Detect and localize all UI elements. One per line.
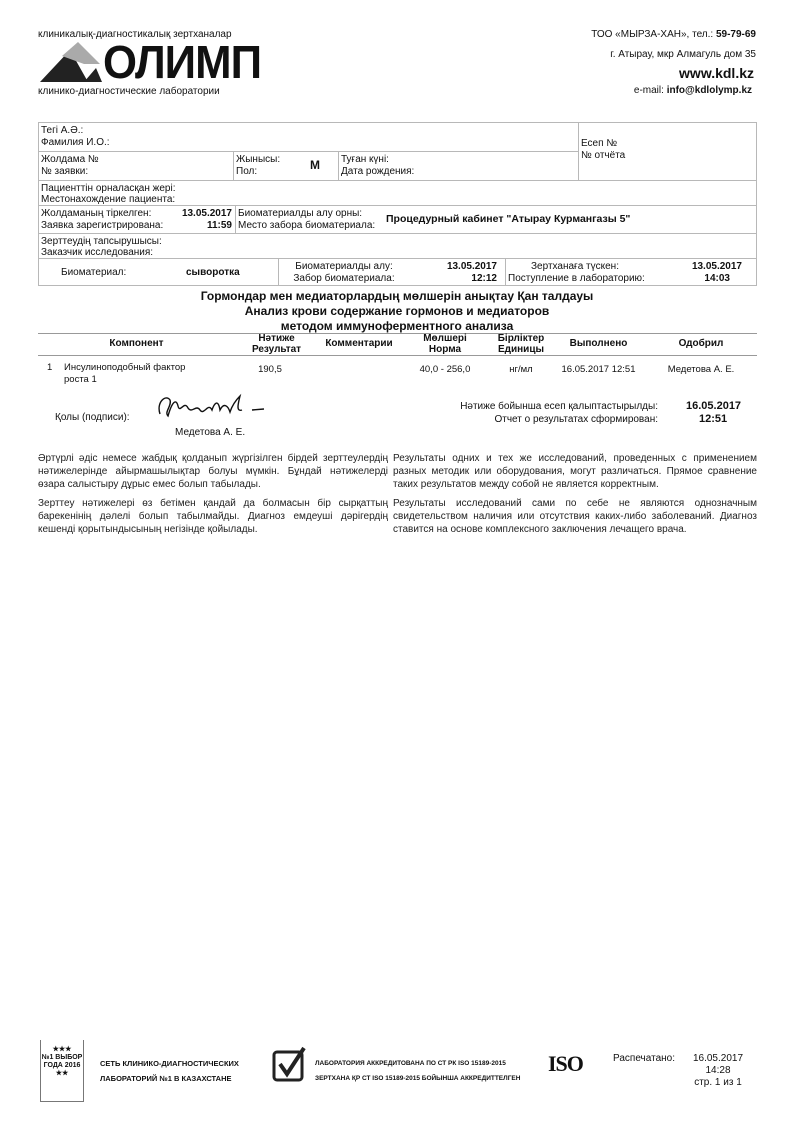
approved-by: Медетова А. Е. — [667, 364, 735, 375]
report-number-cell: Есеп № № отчёта — [578, 122, 757, 181]
registered-date: 13.05.2017 — [181, 208, 232, 219]
printed-date: 16.05.2017 — [692, 1053, 744, 1064]
signature-label: Қолы (подписи): — [55, 412, 130, 423]
report-formed-labels: Нәтиже бойынша есеп қалыптастырылды: Отчет о результатах сформирован: — [460, 401, 658, 425]
row-number: 1 — [47, 362, 53, 373]
collection-place: Процедурный кабинет "Атырау Курмангазы 5" — [386, 213, 631, 225]
email-label: e-mail: — [633, 85, 664, 96]
surname-cell: Тегі А.Ә.: Фамилия И.О.: — [38, 122, 579, 152]
column-header-done: Выполнено — [569, 338, 628, 350]
report-formed-date: 16.05.2017 12:51 — [686, 400, 742, 425]
column-header-units: Бірліктер Единицы — [497, 333, 545, 355]
column-header-comments: Комментарии — [325, 338, 393, 350]
page-number: стр. 1 из 1 — [694, 1077, 742, 1088]
email-link[interactable]: info@kdlolymp.kz — [666, 85, 752, 96]
referral-cell: Жолдама № № заявки: — [38, 151, 234, 181]
address: г. Атырау, мкр Алмагуль дом 35 — [610, 49, 756, 60]
column-header-approved: Одобрил — [678, 338, 724, 350]
logo-bottom-text: клинико-диагностические лаборатории — [38, 86, 220, 97]
sex-value: М — [310, 158, 320, 172]
logo-name: ОЛИМП — [103, 36, 262, 88]
title-kz: Гормондар мен медиаторлардың мөлшерін анықтау Қан талдауы — [200, 289, 594, 303]
phone: 59-79-69 — [715, 29, 756, 40]
website-link[interactable]: www.kdl.kz — [679, 65, 754, 81]
iso-logo: ISO — [548, 1051, 583, 1076]
customer-cell: Зерттеудің тапсырушысы: Заказчик исследования: — [38, 233, 757, 259]
printed-time: 14:28 — [705, 1065, 731, 1076]
collection-time: 12:12 — [471, 273, 497, 284]
norm-range: 40,0 - 256,0 — [419, 364, 471, 375]
signer-name: Медетова А. Е. — [175, 427, 246, 438]
component: Инсулиноподобный фактор роста 1 — [64, 362, 186, 385]
award-badge-text: ★★★ №1 ВЫБОР ГОДА 2016 ★★ — [41, 1046, 83, 1077]
title-method: методом иммуноферментного анализа — [280, 319, 514, 333]
logo-top-text: клиникалық-диагностикалық зертханалар — [38, 29, 232, 40]
logo-mountain-icon — [40, 42, 102, 84]
received-date: 13.05.2017 — [691, 261, 742, 272]
company-phone — [591, 29, 756, 40]
result-value: 190,5 — [258, 364, 282, 375]
location-cell: Пациенттін орналасқан жері: Местонахождение пациента: — [38, 180, 757, 206]
birthdate-cell: Туған күні: Дата рождения: — [338, 151, 579, 181]
registered-cell: Жолдаманың тіркелген: Заявка зарегистрирована: 13.05.2017 11:59 — [38, 205, 236, 234]
accreditation-text: ЛАБОРАТОРИЯ АККРЕДИТОВАНА ПО СТ РК ISO 15189-2015 ЗЕРТХАНА ҚР СТ ISO 15189-2015 БОЙЫНША АККРЕДИТТЕЛГЕН — [315, 1060, 521, 1082]
column-header-result: Нәтиже Результат — [251, 333, 302, 355]
printed-info — [688, 1053, 748, 1089]
disclaimer-kz: Әртүрлі әдіс немесе жабдық қолданып жүргізілген бірдей зерттеулердің нәтижелерінде айырмашылықтар болуы мүмкін. Бұндай нәтижелерді өзара салыстыру дұрыс емес болып табылады. Зерттеу нәтижелері өз бетімен қандай да болмасын бір сырқаттың барекенінің дәлелі болып табылмайды. Диагноз емдеуші дәрігердің кешенді қорытындысының негізінде қойылады. — [38, 453, 388, 535]
company-name: ТОО «МЫРЗА-ХАН», тел.: — [591, 29, 714, 40]
biomaterial-cell: Биоматериал: сыворотка — [38, 258, 279, 286]
units: нг/мл — [509, 364, 533, 375]
analysis-title — [0, 289, 794, 334]
received-cell: Зертханаға түскен: Поступление в лабораторию: 13.05.2017 14:03 — [505, 258, 757, 286]
biomaterial-value: сыворотка — [186, 267, 240, 278]
sex-cell: Жынысы: Пол: М — [233, 151, 339, 181]
checkmark-icon — [272, 1046, 306, 1082]
disclaimer-ru: Результаты одних и тех же исследований, проведенных с применением разных методик или оборудования, могут различаться. Прямое сравнение таких результатов между собой не является корректным. Результаты исследований сами по себе не являются однозначным свидетельством наличия или отсутствия каких-либо заболеваний. Диагноз ставится на основе комплексного заключения лечащего врача. — [393, 453, 757, 535]
title-ru: Анализ крови содержание гормонов и медиаторов — [244, 304, 550, 318]
collection-date: 13.05.2017 — [446, 261, 497, 272]
done-datetime: 16.05.2017 12:51 — [561, 364, 636, 375]
award-badge-icon — [40, 1040, 84, 1102]
collection-cell: Биоматериалды алу: Забор биоматериала: 13.05.2017 12:12 — [278, 258, 506, 286]
collection-place-cell: Биоматериалды алу орны: Место забора биоматериала: Процедурный кабинет "Атырау Курмангазы 5" — [235, 205, 757, 234]
received-time: 14:03 — [704, 273, 730, 284]
network-text: СЕТЬ КЛИНИКО-ДИАГНОСТИЧЕСКИХ ЛАБОРАТОРИЙ №1 В КАЗАХСТАНЕ — [100, 1059, 239, 1083]
registered-time: 11:59 — [206, 220, 232, 231]
email — [634, 85, 752, 96]
column-header-norm: Мөлшері Норма — [423, 333, 467, 355]
handwritten-signature — [152, 392, 272, 422]
printed-label: Распечатано: — [613, 1053, 675, 1064]
column-header-component: Компонент — [109, 338, 164, 350]
